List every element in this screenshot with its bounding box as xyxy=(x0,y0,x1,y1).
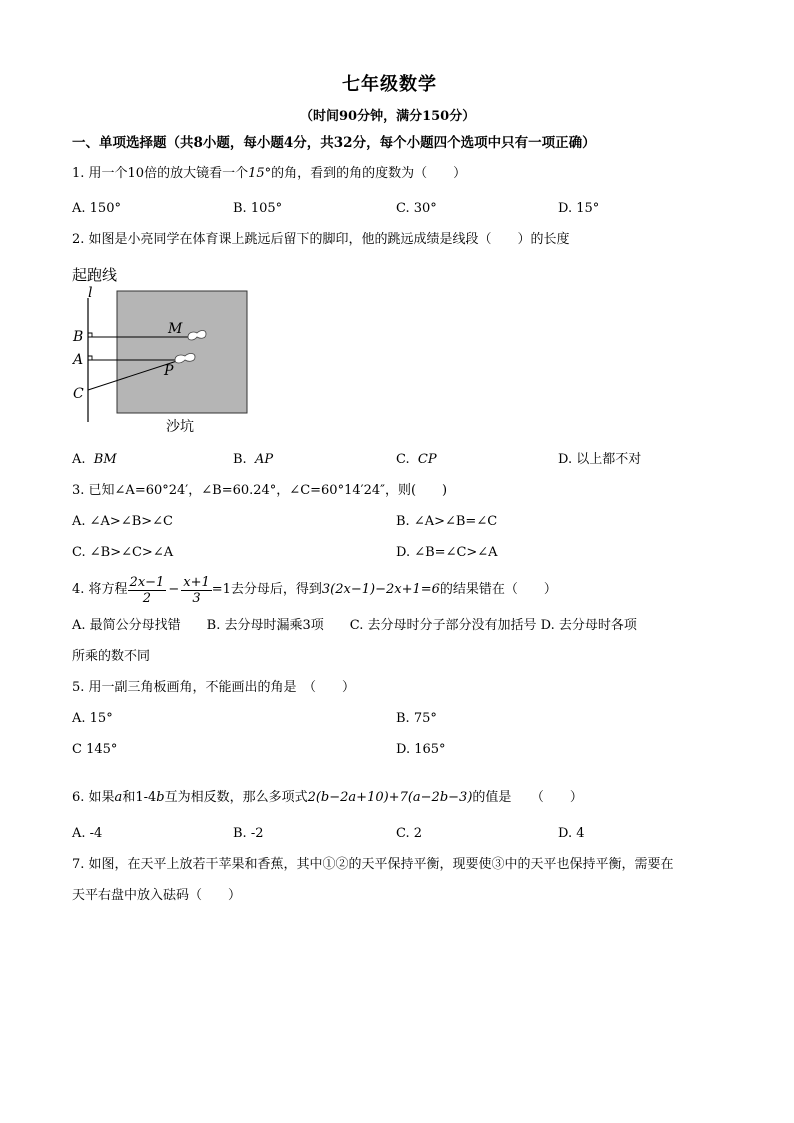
q5-option-b[interactable]: B. 75° xyxy=(396,711,437,726)
q2-option-b-letter: B. xyxy=(233,452,247,467)
q1-option-c[interactable]: C. 30° xyxy=(396,201,437,216)
sandpit xyxy=(117,291,247,413)
q3-option-b[interactable]: B. ∠A>∠B=∠C xyxy=(396,514,498,529)
question-3-stem: 3. 已知∠A=60°24′，∠B=60.24°，∠C=60°14′24″，则( ) xyxy=(72,483,448,498)
q5-option-c[interactable]: C 145° xyxy=(72,742,118,757)
q1-angle: 15° xyxy=(248,166,272,181)
q4-stem-part: 的结果错在（ ） xyxy=(439,582,557,597)
sandpit-label: 沙坑 xyxy=(166,419,194,435)
q2-option-a-math: BM xyxy=(93,452,117,467)
question-5-stem: 5. 用一副三角板画角，不能画出的角是 （ ） xyxy=(72,680,356,695)
start-line-label: 起跑线 xyxy=(72,266,118,284)
q6-polynomial: 2(b−2a+10)+7(a−2b−3) xyxy=(307,790,473,805)
q4-stem-part: =1去分母后，得到 xyxy=(211,582,322,597)
q4-frac1-denominator: 2 xyxy=(142,590,152,606)
q4-fraction-1 xyxy=(128,575,167,606)
q6-option-b[interactable]: B. -2 xyxy=(233,826,264,841)
q6-stem-part: 互为相反数，那么多项式 xyxy=(164,790,308,805)
q6-var-a: a xyxy=(114,790,123,805)
q2-option-c-math: CP xyxy=(417,452,437,467)
q6-option-c[interactable]: C. 2 xyxy=(396,826,423,841)
q6-var-b: b xyxy=(156,790,165,805)
q4-minus: − xyxy=(168,582,180,597)
q5-option-a[interactable]: A. 15° xyxy=(72,711,113,726)
q4-result-equation: 3(2x−1)−2x+1=6 xyxy=(321,582,440,597)
long-jump-figure xyxy=(60,280,260,440)
q2-option-b-math: AP xyxy=(254,452,274,467)
question-7-stem-line-1: 7. 如图，在天平上放若干苹果和香蕉，其中①②的天平保持平衡，现要使③中的天平也保持平衡，需要在 xyxy=(72,857,674,872)
q3-option-a[interactable]: A. ∠A>∠B>∠C xyxy=(72,514,174,529)
q2-option-a[interactable] xyxy=(72,452,117,468)
page-subtitle: （时间90分钟，满分150分） xyxy=(300,109,476,124)
q1-option-d[interactable]: D. 15° xyxy=(558,201,600,216)
q4-stem-part: 4. 将方程 xyxy=(72,582,128,597)
q6-stem-part: 和1-4 xyxy=(122,790,157,805)
q1-stem-part: 1. 用一个10倍的放大镜看一个 xyxy=(72,166,249,181)
q2-option-c[interactable] xyxy=(396,452,437,468)
q4-frac2-denominator: 3 xyxy=(192,590,201,606)
label-b: B xyxy=(73,329,84,345)
label-m: M xyxy=(168,321,183,337)
q2-option-b[interactable] xyxy=(233,452,273,468)
label-p: P xyxy=(164,363,174,379)
q6-option-a[interactable]: A. -4 xyxy=(72,826,103,841)
q6-stem-part: 的值是 （ ） xyxy=(472,790,583,805)
q3-option-c[interactable]: C. ∠B>∠C>∠A xyxy=(72,545,174,560)
q3-option-d[interactable]: D. ∠B=∠C>∠A xyxy=(396,545,498,560)
q1-stem-part: 的角，看到的角的度数为（ ） xyxy=(271,166,467,181)
question-1-stem xyxy=(72,166,466,182)
page-title: 七年级数学 xyxy=(342,74,437,95)
label-a: A xyxy=(73,352,84,368)
q2-option-d[interactable]: D. 以上都不对 xyxy=(558,452,642,467)
q4-frac2-numerator: x+1 xyxy=(183,574,210,590)
q2-option-a-letter: A. xyxy=(72,452,86,467)
question-6-stem xyxy=(72,790,583,806)
q6-option-d[interactable]: D. 4 xyxy=(558,826,585,841)
q1-option-a[interactable]: A. 150° xyxy=(72,201,121,216)
question-2-stem: 2. 如图是小亮同学在体育课上跳远后留下的脚印，他的跳远成绩是线段（ ）的长度 xyxy=(72,232,570,247)
label-c: C xyxy=(73,386,84,402)
q4-frac1-numerator: 2x−1 xyxy=(129,574,165,590)
q6-stem-part: 6. 如果 xyxy=(72,790,115,805)
q2-option-c-letter: C. xyxy=(396,452,410,467)
label-l: l xyxy=(88,285,93,301)
q1-option-b[interactable]: B. 105° xyxy=(233,201,283,216)
q5-option-d[interactable]: D. 165° xyxy=(396,742,446,757)
question-7-stem-line-2: 天平右盘中放入砝码（ ） xyxy=(72,888,242,903)
q4-fraction-2 xyxy=(181,575,212,606)
section-heading: 一、单项选择题（共8小题，每小题4分，共32分，每个小题四个选项中只有一项正确） xyxy=(72,135,596,151)
question-4-stem xyxy=(72,571,557,609)
q4-options-line-2: 所乘的数不同 xyxy=(72,649,151,664)
q4-options-line-1[interactable]: A. 最简公分母找错 B. 去分母时漏乘3项 C. 去分母时分子部分没有加括号 D. 去分母时各项 xyxy=(72,618,637,633)
